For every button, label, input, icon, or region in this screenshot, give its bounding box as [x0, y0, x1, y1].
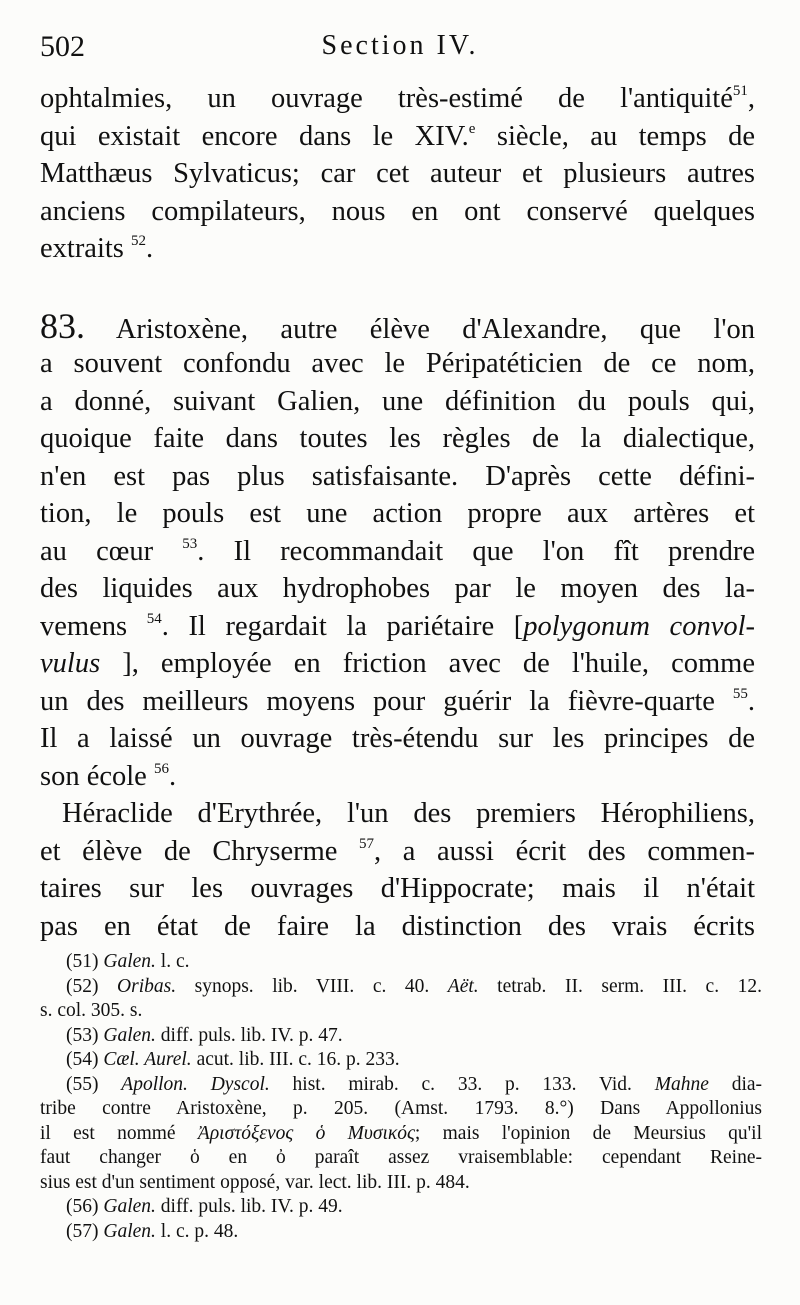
text-line: et élève de Chryserme $^{57}$, a aussi écrit des commen-: [40, 835, 755, 867]
page-number: 502: [40, 30, 85, 63]
text-line: quoique faite dans toutes les règles de la dialectique,: [40, 423, 755, 454]
footnote-continuation: tribe contre Aristoxène, p. 205. (Amst. 1793. 8.°) Dans Appollonius: [40, 1098, 762, 1119]
footnote-ref: 53: [182, 535, 198, 552]
footnote: (51) Galen. l. c.: [66, 951, 190, 972]
text-line: des liquides aux hydrophobes par le moyen des la-: [40, 573, 755, 604]
text-line: Il a laissé un ouvrage très-étendu sur les principes de: [40, 723, 755, 754]
footnote-ref: 56: [153, 760, 169, 777]
text-line: extraits $^{52}$.: [40, 233, 154, 264]
text-line: a souvent confondu avec le Péripatéticien de ce nom,: [40, 348, 755, 379]
text-line: ophtalmies, un ouvrage très-estimé de l'antiquité$^{51}$,: [40, 83, 755, 114]
footnote-ref: 57: [359, 835, 375, 852]
text-line: Héraclide d'Erythrée, l'un des premiers Hérophiliens,: [62, 798, 755, 829]
footnote-continuation: sius est d'un sentiment opposé, var. lect. lib. III. p. 484.: [40, 1171, 470, 1193]
text-line: a donné, suivant Galien, une définition du pouls qui,: [40, 385, 755, 417]
text-line: vulus ], employée en friction avec de l'huile, comme: [40, 648, 755, 679]
text-line: 83. Aristoxène, autre élève d'Alexandre, que l'on: [40, 307, 755, 345]
text-line: un des meilleurs moyens pour guérir la fièvre-quarte $^{55}$.: [40, 685, 755, 717]
running-title: Section IV.: [321, 30, 479, 61]
text-line: qui existait encore dans le XIV.$^e$ siècle, au temps de: [40, 120, 755, 152]
text-line: pas en état de faire la distinction des vrais écrits: [40, 910, 755, 942]
text-line: Matthæus Sylvaticus; car cet auteur et plusieurs autres: [40, 158, 755, 189]
footnote: (55) Apollon. Dyscol. hist. mirab. c. 33. p. 133. Vid. Mahne dia-: [66, 1073, 762, 1095]
text-line: son école $^{56}$.: [40, 760, 177, 792]
footnote-ref: 51: [732, 83, 748, 99]
paragraph-number: 83.: [40, 307, 85, 345]
text-line: n'en est pas plus satisfaisante. D'après cette défini-: [40, 460, 755, 492]
footnote: (56) Galen. diff. puls. lib. IV. p. 49.: [66, 1196, 343, 1217]
footnote-ref: 52: [131, 233, 147, 249]
footnote-continuation: s. col. 305. s.: [40, 1000, 143, 1021]
text-line: taires sur les ouvrages d'Hippocrate; mais il n'était: [40, 873, 755, 904]
text-line: au cœur $^{53}$. Il recommandait que l'on fît prendre: [40, 535, 755, 567]
footnotes: [40, 950, 762, 1244]
main-text: [40, 80, 755, 945]
footnote-continuation: il est nommé Ἀριστόξενος ὁ Μυσικός; mais l'opinion de Meursius qu'il: [40, 1122, 762, 1144]
footnote: (53) Galen. diff. puls. lib. IV. p. 47.: [66, 1024, 343, 1046]
footnote: (57) Galen. l. c. p. 48.: [66, 1220, 239, 1242]
page-header: [40, 30, 760, 74]
footnote: (52) Oribas. synops. lib. VIII. c. 40. Aët. tetrab. II. serm. III. c. 12.: [66, 975, 762, 997]
text-line: vemens $^{54}$. Il regardait la pariétaire [polygonum convol-: [40, 610, 755, 642]
footnote-ref: 54: [146, 610, 162, 627]
text-line: tion, le pouls est une action propre aux artères et: [40, 498, 755, 529]
footnote-ref: 55: [732, 685, 748, 702]
footnote: (54) Cæl. Aurel. acut. lib. III. c. 16. p. 233.: [66, 1049, 400, 1070]
text-line: anciens compilateurs, nous en ont conservé quelques: [40, 195, 755, 227]
footnote-continuation: faut changer ὁ en ὀ paraît assez vraisemblable: cependant Reine-: [40, 1147, 762, 1168]
